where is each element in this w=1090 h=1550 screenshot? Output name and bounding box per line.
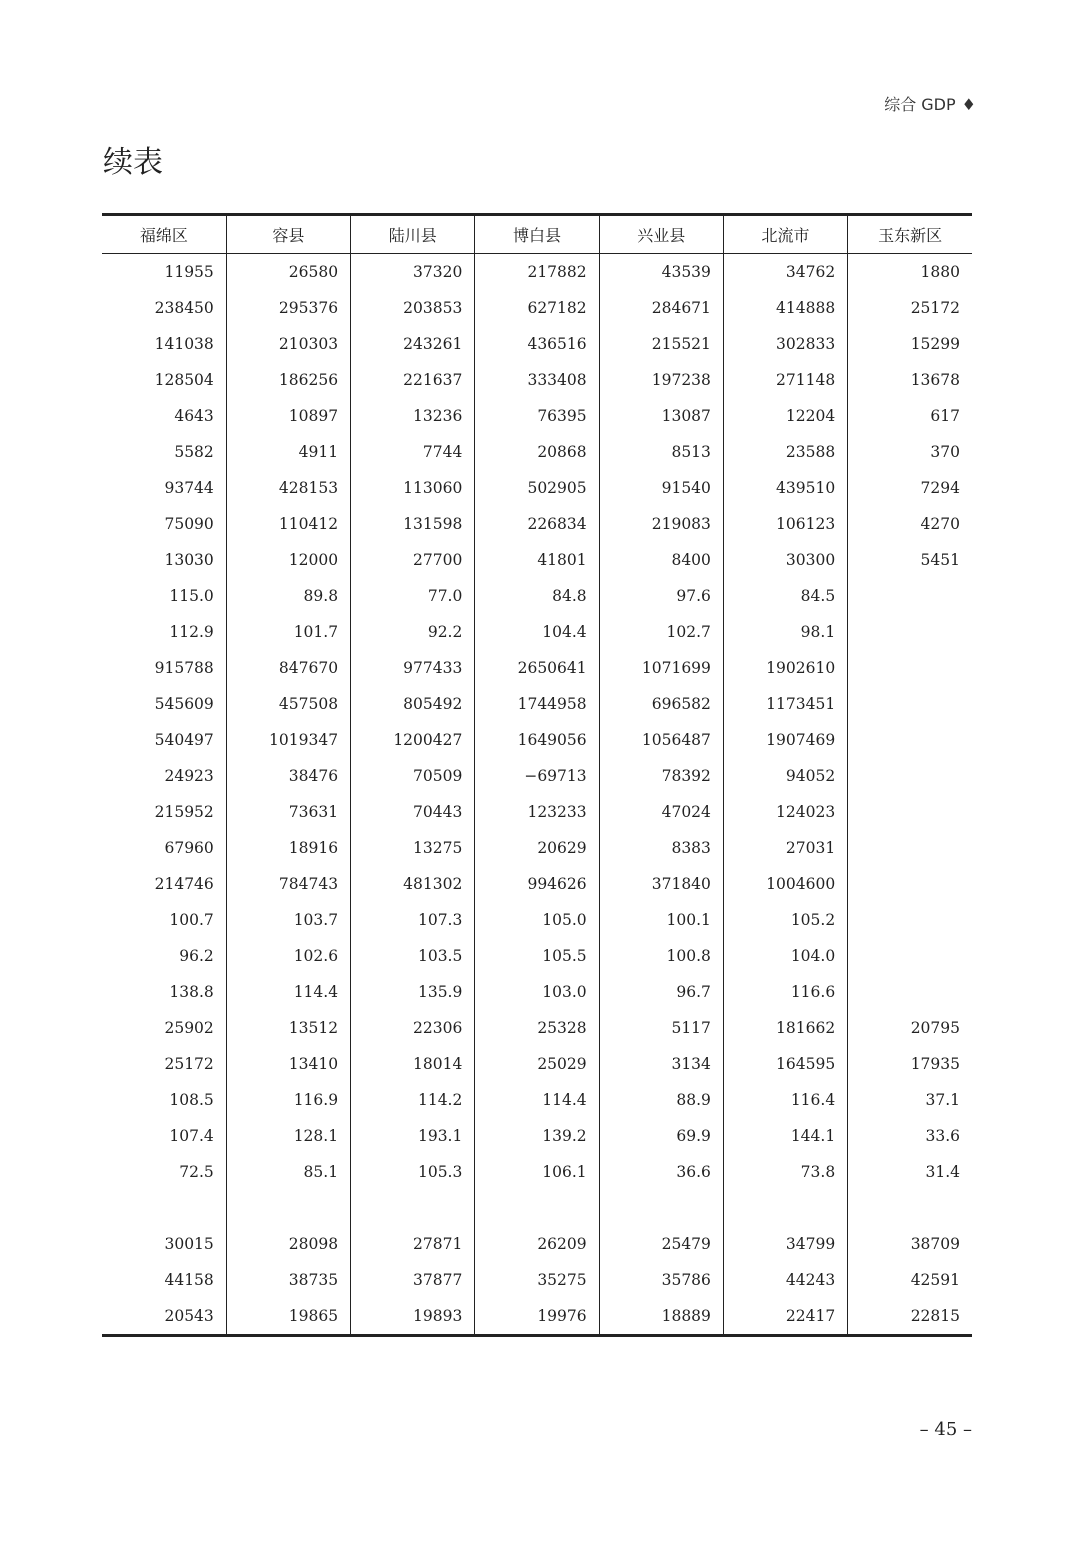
table-cell: [351, 1190, 475, 1226]
table-cell: 13030: [164, 551, 214, 569]
table-row: [102, 290, 972, 326]
table-cell: 36.6: [599, 1154, 723, 1190]
table-cell: 215952: [154, 803, 214, 821]
table-cell: 2650641: [475, 650, 599, 686]
table-row: [102, 794, 972, 830]
table-cell: 12204: [723, 398, 847, 434]
table-cell: 116.9: [226, 1082, 350, 1118]
table-row: [102, 254, 972, 291]
table-cell: 27871: [351, 1226, 475, 1262]
table-row: [102, 830, 972, 866]
table-cell: 20868: [475, 434, 599, 470]
table-cell: 428153: [226, 470, 350, 506]
table-cell: 13087: [599, 398, 723, 434]
running-header-title: 综合 GDP: [884, 95, 956, 114]
table-cell: 994626: [475, 866, 599, 902]
table-cell: 8400: [599, 542, 723, 578]
table-cell: 30015: [164, 1235, 214, 1253]
table-cell: 977433: [351, 650, 475, 686]
table-cell: 13512: [226, 1010, 350, 1046]
table-cell: 105.2: [723, 902, 847, 938]
table-cell: 25029: [475, 1046, 599, 1082]
table-cell: [848, 974, 972, 1010]
table-cell: 243261: [351, 326, 475, 362]
table-cell: 114.4: [226, 974, 350, 1010]
table-cell: 85.1: [226, 1154, 350, 1190]
table-cell: 38476: [226, 758, 350, 794]
table-cell: 805492: [351, 686, 475, 722]
table-row: [102, 722, 972, 758]
table-cell: 100.8: [599, 938, 723, 974]
table-cell: 18916: [226, 830, 350, 866]
table-cell: 92.2: [351, 614, 475, 650]
table-cell: 31.4: [848, 1154, 972, 1190]
table-cell: 100.7: [169, 911, 214, 929]
table-cell: 25172: [848, 290, 972, 326]
table-cell: 284671: [599, 290, 723, 326]
table-cell: 219083: [599, 506, 723, 542]
table-cell: 139.2: [475, 1118, 599, 1154]
table-cell: 25902: [164, 1019, 214, 1037]
table-cell: [848, 758, 972, 794]
table-cell: 44243: [723, 1262, 847, 1298]
table-cell: [848, 1190, 972, 1226]
table-cell: 34762: [723, 254, 847, 291]
table-row: [102, 506, 972, 542]
table-cell: 4270: [848, 506, 972, 542]
table-cell: −69713: [475, 758, 599, 794]
table-cell: 84.8: [475, 578, 599, 614]
table-cell: [102, 1190, 226, 1226]
table-cell: 123233: [475, 794, 599, 830]
table-cell: 221637: [351, 362, 475, 398]
table-cell: 100.1: [599, 902, 723, 938]
table-header-row: [102, 216, 972, 254]
table-cell: 91540: [599, 470, 723, 506]
table-cell: [475, 1190, 599, 1226]
table-cell: 103.7: [226, 902, 350, 938]
table-cell: 135.9: [351, 974, 475, 1010]
table-row: [102, 1262, 972, 1298]
table-cell: 22815: [848, 1298, 972, 1334]
table-cell: 44158: [164, 1271, 214, 1289]
table-cell: 627182: [475, 290, 599, 326]
table-cell: 43539: [599, 254, 723, 291]
table-cell: 34799: [723, 1226, 847, 1262]
table-cell: 11955: [164, 263, 214, 281]
table-cell: 116.6: [723, 974, 847, 1010]
table-cell: 25172: [164, 1055, 214, 1073]
table-cell: 26209: [475, 1226, 599, 1262]
table-cell: 25479: [599, 1226, 723, 1262]
table-cell: 102.7: [599, 614, 723, 650]
table-cell: 94052: [723, 758, 847, 794]
table-cell: 15299: [848, 326, 972, 362]
table-cell: 17935: [848, 1046, 972, 1082]
table-cell: 1649056: [475, 722, 599, 758]
table-cell: [848, 578, 972, 614]
table-cell: 37877: [351, 1262, 475, 1298]
table-cell: 27700: [351, 542, 475, 578]
table-cell: 128.1: [226, 1118, 350, 1154]
table-cell: 110412: [226, 506, 350, 542]
table-cell: 24923: [164, 767, 214, 785]
table-cell: 7744: [351, 434, 475, 470]
column-header: 博白县: [475, 216, 599, 254]
table-cell: 215521: [599, 326, 723, 362]
table-cell: [848, 614, 972, 650]
running-header: [884, 92, 976, 115]
table-cell: 20629: [475, 830, 599, 866]
table-row: [102, 974, 972, 1010]
table-cell: 35275: [475, 1262, 599, 1298]
table-cell: 96.2: [179, 947, 214, 965]
table-cell: 414888: [723, 290, 847, 326]
table-cell: 333408: [475, 362, 599, 398]
table-cell: 20795: [848, 1010, 972, 1046]
table-cell: 105.0: [475, 902, 599, 938]
table-cell: 107.3: [351, 902, 475, 938]
table-cell: 371840: [599, 866, 723, 902]
table-cell: 33.6: [848, 1118, 972, 1154]
table-cell: 124023: [723, 794, 847, 830]
table-cell: 77.0: [351, 578, 475, 614]
table-cell: 105.5: [475, 938, 599, 974]
table-cell: 96.7: [599, 974, 723, 1010]
table-cell: 13410: [226, 1046, 350, 1082]
table-cell: 76395: [475, 398, 599, 434]
table-cell: 186256: [226, 362, 350, 398]
table-cell: 696582: [599, 686, 723, 722]
table-cell: 20543: [164, 1307, 214, 1325]
table-cell: 105.3: [351, 1154, 475, 1190]
table-row: [102, 1154, 972, 1190]
table-row: [102, 326, 972, 362]
table-row: [102, 866, 972, 902]
table-row: [102, 938, 972, 974]
table-cell: 540497: [154, 731, 214, 749]
table-cell: 3134: [599, 1046, 723, 1082]
table-cell: 98.1: [723, 614, 847, 650]
table-cell: 10897: [226, 398, 350, 434]
table-row: [102, 614, 972, 650]
data-table: [102, 216, 972, 1334]
page-number: – 45 –: [919, 1419, 972, 1440]
table-cell: 75090: [164, 515, 214, 533]
table-cell: 102.6: [226, 938, 350, 974]
table-cell: 78392: [599, 758, 723, 794]
column-header: 兴业县: [599, 216, 723, 254]
column-header: 福绵区: [102, 216, 226, 254]
table-cell: 103.5: [351, 938, 475, 974]
table-cell: 72.5: [179, 1163, 214, 1181]
table-cell: 89.8: [226, 578, 350, 614]
table-cell: 19976: [475, 1298, 599, 1334]
table-cell: 116.4: [723, 1082, 847, 1118]
table-cell: 97.6: [599, 578, 723, 614]
table-row: [102, 398, 972, 434]
table-cell: 104.4: [475, 614, 599, 650]
table-cell: 203853: [351, 290, 475, 326]
table-cell: 1902610: [723, 650, 847, 686]
table-cell: 25328: [475, 1010, 599, 1046]
table-cell: 214746: [154, 875, 214, 893]
table-cell: 22417: [723, 1298, 847, 1334]
table-cell: 88.9: [599, 1082, 723, 1118]
table-cell: 1907469: [723, 722, 847, 758]
table-cell: 73631: [226, 794, 350, 830]
table-row: [102, 1226, 972, 1262]
column-header: 玉东新区: [848, 216, 972, 254]
table-cell: 5582: [174, 443, 214, 461]
table-cell: [848, 902, 972, 938]
table-cell: 217882: [475, 254, 599, 291]
table-cell: 103.0: [475, 974, 599, 1010]
table-cell: 18014: [351, 1046, 475, 1082]
table-cell: 545609: [154, 695, 214, 713]
table-row: [102, 650, 972, 686]
table-cell: 181662: [723, 1010, 847, 1046]
table-cell: 210303: [226, 326, 350, 362]
table-cell: 784743: [226, 866, 350, 902]
table-cell: 37.1: [848, 1082, 972, 1118]
table-cell: 164595: [723, 1046, 847, 1082]
table-cell: 69.9: [599, 1118, 723, 1154]
table-cell: 114.2: [351, 1082, 475, 1118]
table-cell: 193.1: [351, 1118, 475, 1154]
column-header: 陆川县: [351, 216, 475, 254]
table-cell: 302833: [723, 326, 847, 362]
column-header: 北流市: [723, 216, 847, 254]
table-cell: 144.1: [723, 1118, 847, 1154]
table-cell: 12000: [226, 542, 350, 578]
table-cell: 18889: [599, 1298, 723, 1334]
table-cell: 197238: [599, 362, 723, 398]
table-cell: [848, 794, 972, 830]
table-row: [102, 578, 972, 614]
table-cell: 104.0: [723, 938, 847, 974]
table-cell: 370: [848, 434, 972, 470]
table-cell: 617: [848, 398, 972, 434]
table-cell: 1071699: [599, 650, 723, 686]
table-cell: 502905: [475, 470, 599, 506]
table-cell: 47024: [599, 794, 723, 830]
table-cell: 38735: [226, 1262, 350, 1298]
table-cell: 457508: [226, 686, 350, 722]
table-cell: 8383: [599, 830, 723, 866]
table-cell: 436516: [475, 326, 599, 362]
table-row: [102, 686, 972, 722]
table-cell: 439510: [723, 470, 847, 506]
table-cell: 22306: [351, 1010, 475, 1046]
table-cell: 13678: [848, 362, 972, 398]
table-cell: 847670: [226, 650, 350, 686]
table-cell: 27031: [723, 830, 847, 866]
table-cell: 107.4: [169, 1127, 214, 1145]
table-cell: 108.5: [169, 1091, 214, 1109]
table-row: [102, 1046, 972, 1082]
table-cell: 84.5: [723, 578, 847, 614]
table-cell: [723, 1190, 847, 1226]
table-row: [102, 1010, 972, 1046]
table-cell: 4911: [226, 434, 350, 470]
table-cell: 35786: [599, 1262, 723, 1298]
table-cell: 481302: [351, 866, 475, 902]
table-cell: 23588: [723, 434, 847, 470]
table-cell: 41801: [475, 542, 599, 578]
table-cell: 5451: [848, 542, 972, 578]
table-cell: 13236: [351, 398, 475, 434]
table-cell: 113060: [351, 470, 475, 506]
table-cell: 238450: [154, 299, 214, 317]
table-cell: 141038: [154, 335, 214, 353]
table-cell: 1200427: [351, 722, 475, 758]
column-header: 容县: [226, 216, 350, 254]
table-cell: [848, 722, 972, 758]
table-row: [102, 902, 972, 938]
table-cell: 1056487: [599, 722, 723, 758]
table-cell: 4643: [174, 407, 214, 425]
table-cell: 30300: [723, 542, 847, 578]
table-cell: [599, 1190, 723, 1226]
diamond-icon: ♦: [961, 94, 976, 114]
table-cell: 93744: [164, 479, 214, 497]
table-cell: 271148: [723, 362, 847, 398]
table-cell: 13275: [351, 830, 475, 866]
table-cell: 37320: [351, 254, 475, 291]
table-cell: 915788: [154, 659, 214, 677]
table-cell: 295376: [226, 290, 350, 326]
table-body: [102, 254, 972, 1335]
table-row: [102, 758, 972, 794]
table-row: [102, 542, 972, 578]
table-cell: 1173451: [723, 686, 847, 722]
table-cell: 1004600: [723, 866, 847, 902]
page-title: 续表: [103, 145, 163, 180]
table-cell: 1019347: [226, 722, 350, 758]
table-cell: 38709: [848, 1226, 972, 1262]
table-cell: 7294: [848, 470, 972, 506]
table-cell: 114.4: [475, 1082, 599, 1118]
table-cell: 106.1: [475, 1154, 599, 1190]
table-cell: 115.0: [169, 587, 214, 605]
table-cell: 70509: [351, 758, 475, 794]
table-row: [102, 1118, 972, 1154]
table-cell: 19865: [226, 1298, 350, 1334]
table-cell: 1880: [848, 254, 972, 291]
table-cell: 226834: [475, 506, 599, 542]
table-cell: 67960: [164, 839, 214, 857]
table-row: [102, 362, 972, 398]
table-cell: 26580: [226, 254, 350, 291]
table-cell: [226, 1190, 350, 1226]
table-cell: 106123: [723, 506, 847, 542]
table-cell: 8513: [599, 434, 723, 470]
table-cell: 1744958: [475, 686, 599, 722]
table-cell: [848, 866, 972, 902]
table-cell: 112.9: [169, 623, 214, 641]
table-cell: [848, 830, 972, 866]
data-table-container: [102, 213, 972, 1337]
table-row: [102, 1298, 972, 1334]
table-cell: 73.8: [723, 1154, 847, 1190]
table-row: [102, 1190, 972, 1226]
table-row: [102, 470, 972, 506]
table-cell: 28098: [226, 1226, 350, 1262]
table-cell: 138.8: [169, 983, 214, 1001]
table-cell: 5117: [599, 1010, 723, 1046]
table-cell: 70443: [351, 794, 475, 830]
table-cell: 19893: [351, 1298, 475, 1334]
table-cell: 131598: [351, 506, 475, 542]
table-cell: 128504: [154, 371, 214, 389]
table-cell: [848, 938, 972, 974]
table-cell: 42591: [848, 1262, 972, 1298]
table-cell: [848, 650, 972, 686]
table-cell: [848, 686, 972, 722]
table-cell: 101.7: [226, 614, 350, 650]
table-row: [102, 1082, 972, 1118]
table-row: [102, 434, 972, 470]
